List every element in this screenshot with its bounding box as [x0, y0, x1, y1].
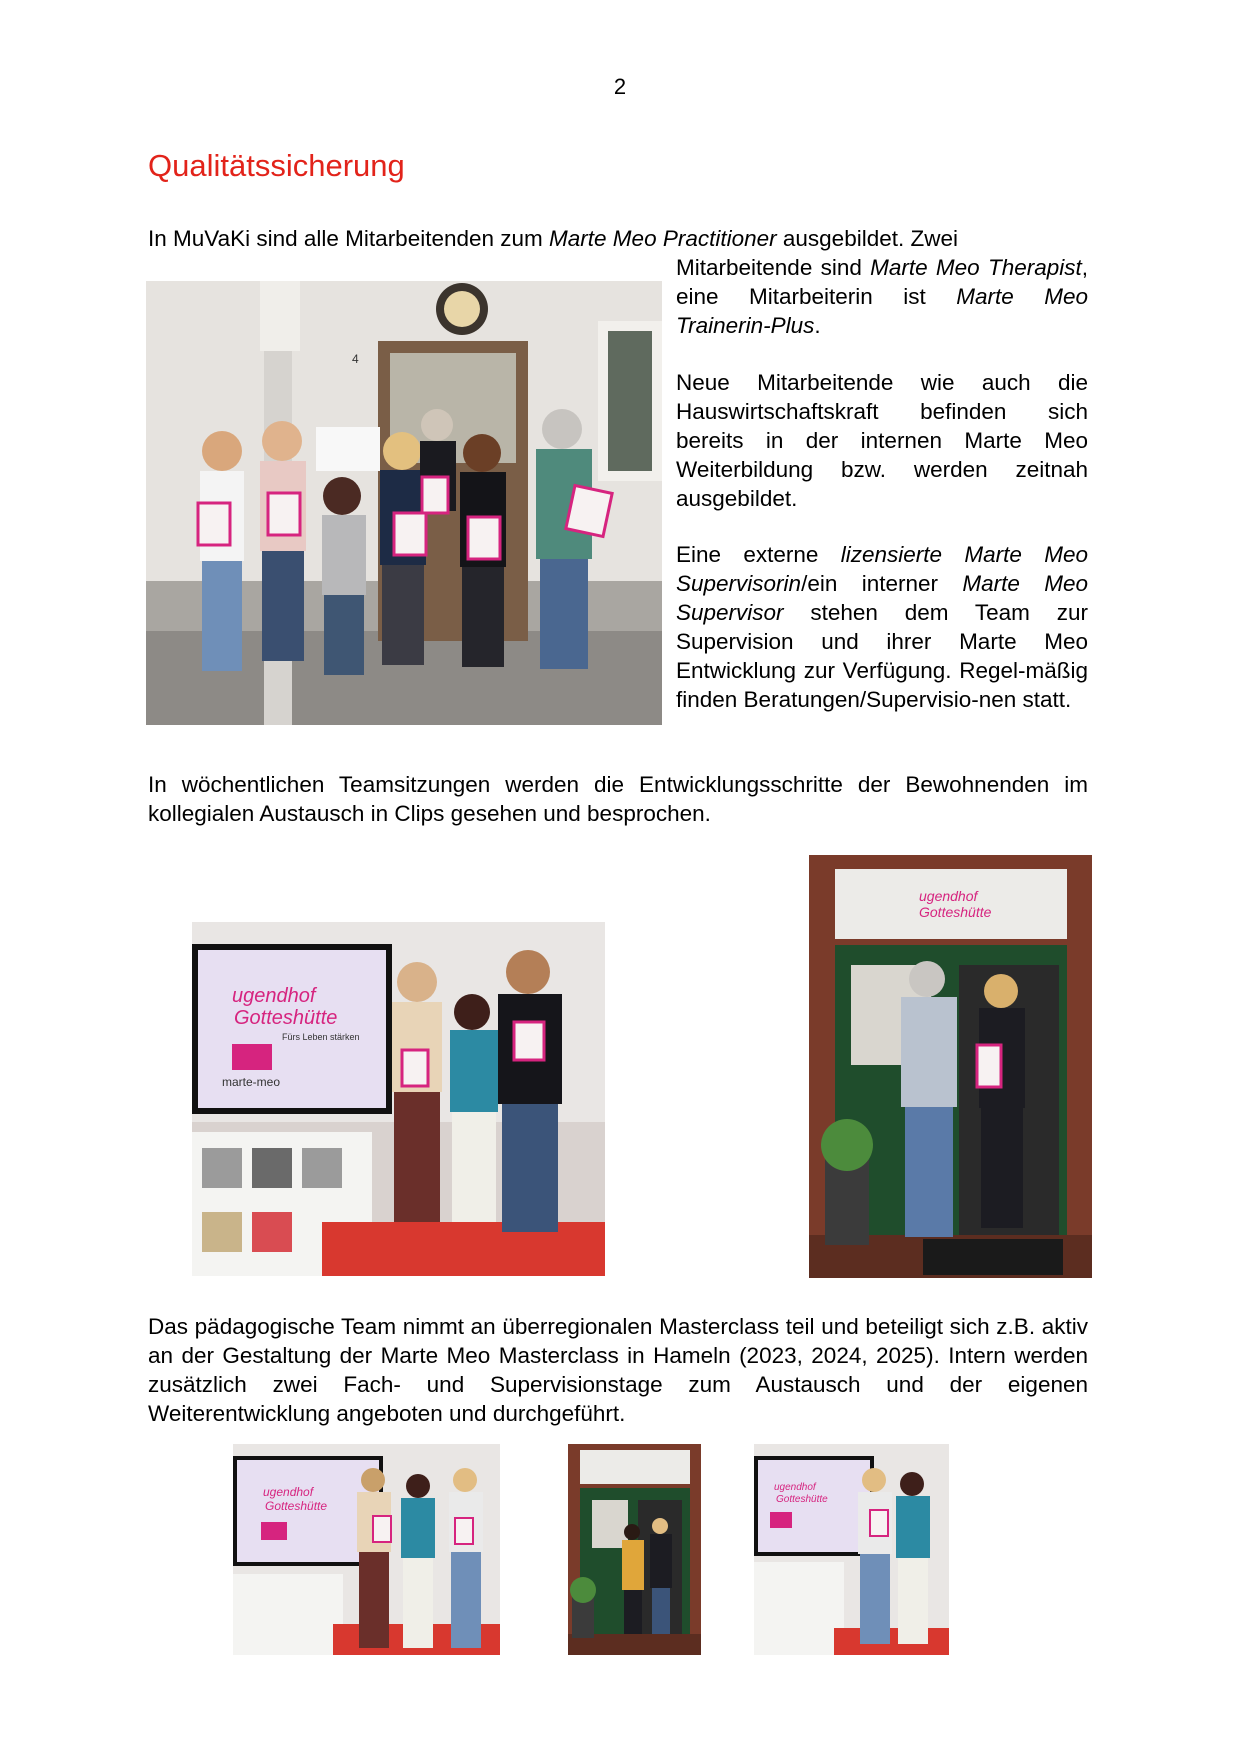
supervision-external: lizensierte Marte Meo Supervisorin	[676, 542, 1088, 596]
intro-cont-trainer: Marte Meo Trainerin-Plus	[676, 284, 1088, 338]
bottom1-brand-line2: Gotteshütte	[265, 1499, 328, 1513]
bottom1-brand-line1: ugendhof	[263, 1485, 314, 1499]
door-brand-line1: ugendhof	[919, 888, 978, 904]
intro-text-practitioner: Marte Meo Practitioner	[549, 226, 777, 251]
supervision-a: Eine externe	[676, 542, 841, 567]
photo-bottom-door-pair	[568, 1444, 701, 1655]
bottom3-brand-line1: ugendhof	[774, 1482, 816, 1493]
supervision-e: stehen dem Team zur Supervision und ihrer Marte Meo Entwicklung zur Verfügung. Regel-mäßig finden Beratungen/Supervisio-nen statt.	[676, 600, 1088, 712]
paragraph-masterclass: Das pädagogische Team nimmt an überregionalen Masterclass teil und beteiligt sich z.B. aktiv an der Gestaltung der Marte Meo Masterclass in Hameln (2023, 2024, 2025). Intern werden zusätzlich zwei Fach- und Supervisionstage zum Austausch und der eigenen Weiterentwicklung angeboten und durchgeführt.	[148, 1314, 1088, 1426]
intro-cont-c: , eine Mitarbeiterin ist	[676, 255, 1089, 309]
intro-cont-therapist: Marte Meo Therapist	[870, 255, 1082, 280]
paragraph-housekeeping: Neue Mitarbeitende wie auch die Hauswirtschaftskraft befinden sich bereits in der internen Marte Meo Weiterbildung bzw. werden zeitnah ausgebildet.	[676, 370, 1088, 511]
section-heading: Qualitätssicherung	[148, 148, 405, 183]
supervision-internal: Marte Meo Supervisor	[676, 571, 1088, 625]
intro-cont-a: Mitarbeitende sind	[676, 255, 871, 280]
screen-brand-line2: Gotteshütte	[234, 1007, 338, 1029]
intro-continuation	[676, 253, 1088, 340]
screen-marte-meo: marte-meo	[222, 1075, 281, 1089]
photo-door-handshake	[809, 855, 1092, 1278]
photo-bottom-screen-trio	[233, 1444, 500, 1655]
screen-brand-line1: ugendhof	[232, 985, 316, 1007]
intro-text-a: In MuVaKi sind alle Mitarbeitenden zum	[148, 226, 550, 251]
photo-team-group	[146, 281, 662, 725]
screen-brand-tagline: Fürs Leben stärken	[282, 1032, 360, 1042]
supervision-c: /ein interner	[801, 571, 963, 596]
page-number: 2	[613, 74, 627, 99]
photo-bottom-screen-pair	[754, 1444, 949, 1655]
door-brand-line2: Gotteshütte	[919, 904, 992, 920]
photo-masterclass-screen	[192, 922, 605, 1276]
intro-cont-e: .	[814, 313, 821, 338]
intro-text-c: ausgebildet. Zwei	[776, 226, 958, 251]
bottom3-brand-line2: Gotteshütte	[776, 1494, 828, 1505]
door-number: 4	[352, 352, 359, 366]
paragraph-supervision	[676, 540, 1088, 714]
paragraph-weekly-team: In wöchentlichen Teamsitzungen werden die Entwicklungsschritte der Bewohnenden im kollegialen Austausch in Clips gesehen und besprochen.	[148, 772, 1088, 826]
intro-line	[148, 224, 1088, 253]
